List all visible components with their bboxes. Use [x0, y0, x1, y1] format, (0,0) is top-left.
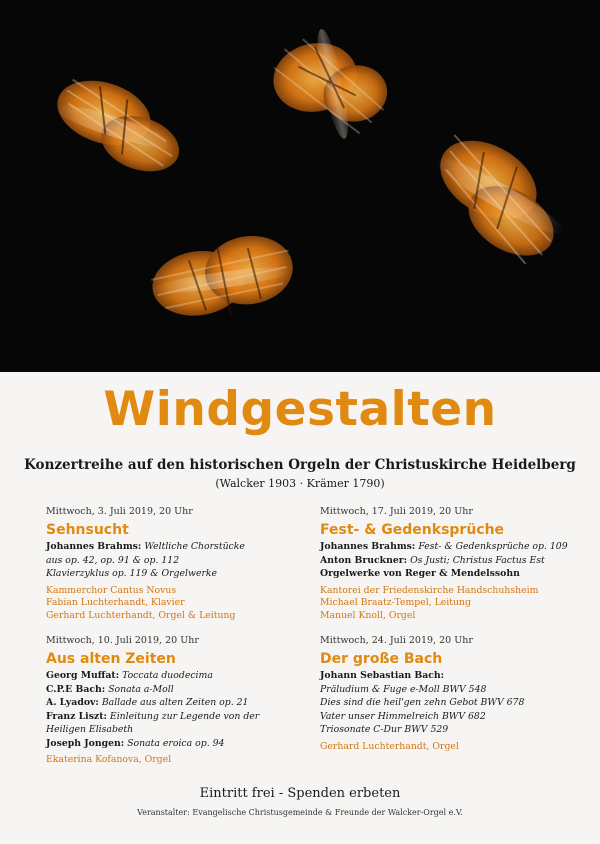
- composer: Anton Bruckner:: [320, 554, 408, 566]
- program-line: [320, 670, 590, 683]
- work-title: Klavierzyklus op. 119 & Orgelwerke: [46, 568, 218, 579]
- concert-block: [320, 634, 590, 753]
- concert-title: Sehnsucht: [46, 522, 129, 538]
- butterflies-image: [0, 0, 600, 372]
- butterfly-photo: [0, 0, 600, 372]
- program-line: [46, 541, 316, 554]
- performer: Ekaterina Kofanova, Orgel: [46, 754, 172, 765]
- poster-subtitle: Konzertreihe auf den historischen Orgeln der Christuskirche Heidelberg: [24, 457, 576, 473]
- concert-title: Aus alten Zeiten: [46, 651, 176, 667]
- concert-title: Fest- & Gedenksprüche: [320, 522, 505, 538]
- butterfly-1: [44, 69, 193, 180]
- program-line: [46, 684, 316, 697]
- butterfly-2: [264, 18, 395, 150]
- work-title: Heiligen Elisabeth: [46, 724, 134, 735]
- composer: Joseph Jongen:: [46, 737, 125, 749]
- performer: Gerhard Luchterhandt, Orgel & Leitung: [46, 609, 236, 621]
- performer: Manuel Knoll, Orgel: [320, 609, 416, 621]
- performer-list: [320, 741, 590, 754]
- performer: Kammerchor Cantus Novus: [46, 584, 177, 596]
- program-line: [320, 711, 590, 724]
- work-title: Triosonate C-Dur BWV 529: [320, 724, 449, 735]
- concert-date: Mittwoch, 10. Juli 2019, 20 Uhr: [46, 635, 199, 646]
- work-title: Weltliche Chorstücke: [144, 541, 245, 552]
- composer: Georg Muffat:: [46, 670, 120, 681]
- program-list: [320, 670, 590, 737]
- program-line: [320, 568, 590, 581]
- work-title: Präludium & Fuge e-Moll BWV 548: [320, 683, 487, 695]
- composer: A. Lyadov:: [46, 697, 99, 708]
- work-title: Toccata duodecima: [122, 670, 213, 681]
- concert-date: Mittwoch, 3. Juli 2019, 20 Uhr: [46, 506, 193, 517]
- performer-list: [320, 585, 590, 623]
- work-title: Sonata eroica op. 94: [127, 737, 225, 749]
- program-line: [46, 670, 316, 683]
- work-title: aus op. 42, op. 91 & op. 112: [46, 554, 180, 566]
- concert-date: Mittwoch, 17. Juli 2019, 20 Uhr: [320, 506, 473, 517]
- concert-block: [46, 505, 316, 622]
- performer: Fabian Luchterhandt, Klavier: [46, 597, 185, 608]
- program-line: [46, 568, 316, 581]
- concert-block: [46, 634, 316, 767]
- performer: Michael Braatz-Tempel, Leitung: [320, 597, 471, 608]
- organs-note: (Walcker 1903 · Krämer 1790): [215, 477, 385, 490]
- program-list: [46, 670, 316, 750]
- butterfly-3: [145, 230, 298, 325]
- program-line: [46, 724, 316, 737]
- program-line: [46, 711, 316, 724]
- performer-list: [46, 754, 316, 767]
- program-line: [320, 724, 590, 737]
- admission-note: Eintritt frei - Spenden erbeten: [199, 786, 401, 801]
- performer: Kantorei der Friedenskirche Handschuhsheim: [320, 584, 539, 596]
- work-title: Ballade aus alten Zeiten op. 21: [101, 697, 249, 708]
- composer: Johannes Brahms:: [46, 541, 142, 552]
- butterfly-4: [413, 123, 585, 273]
- work-title: Einleitung zur Legende von der: [109, 710, 260, 722]
- poster-title: Windgestalten: [103, 382, 497, 437]
- work-title: Os Justi; Christus Factus Est: [410, 554, 545, 566]
- concert-block: [320, 505, 590, 622]
- program-line: [320, 684, 590, 697]
- composer: Orgelwerke von Reger & Mendelssohn: [320, 568, 520, 579]
- work-title: Vater unser Himmelreich BWV 682: [320, 710, 486, 722]
- program-line: [46, 555, 316, 568]
- composer: Johann Sebastian Bach:: [320, 670, 445, 681]
- work-title: Fest- & Gedenksprüche op. 109: [418, 541, 568, 552]
- performer: Gerhard Luchterhandt, Orgel: [320, 740, 459, 752]
- work-title: Sonata a-Moll: [108, 683, 174, 695]
- organizer-note: Veranstalter: Evangelische Christusgemeinde & Freunde der Walcker-Orgel e.V.: [137, 808, 463, 817]
- concert-date: Mittwoch, 24. Juli 2019, 20 Uhr: [320, 635, 473, 646]
- program-list: [46, 541, 316, 581]
- performer-list: [46, 585, 316, 623]
- composer: Franz Liszt:: [46, 710, 107, 722]
- program-line: [46, 738, 316, 751]
- program-line: [320, 555, 590, 568]
- program-line: [46, 697, 316, 710]
- composer: C.P.E Bach:: [46, 683, 106, 695]
- program-line: [320, 697, 590, 710]
- composer: Johannes Brahms:: [320, 541, 416, 552]
- concert-title: Der große Bach: [320, 651, 443, 667]
- work-title: Dies sind die heil'gen zehn Gebot BWV 678: [320, 697, 525, 708]
- program-list: [320, 541, 590, 581]
- program-line: [320, 541, 590, 554]
